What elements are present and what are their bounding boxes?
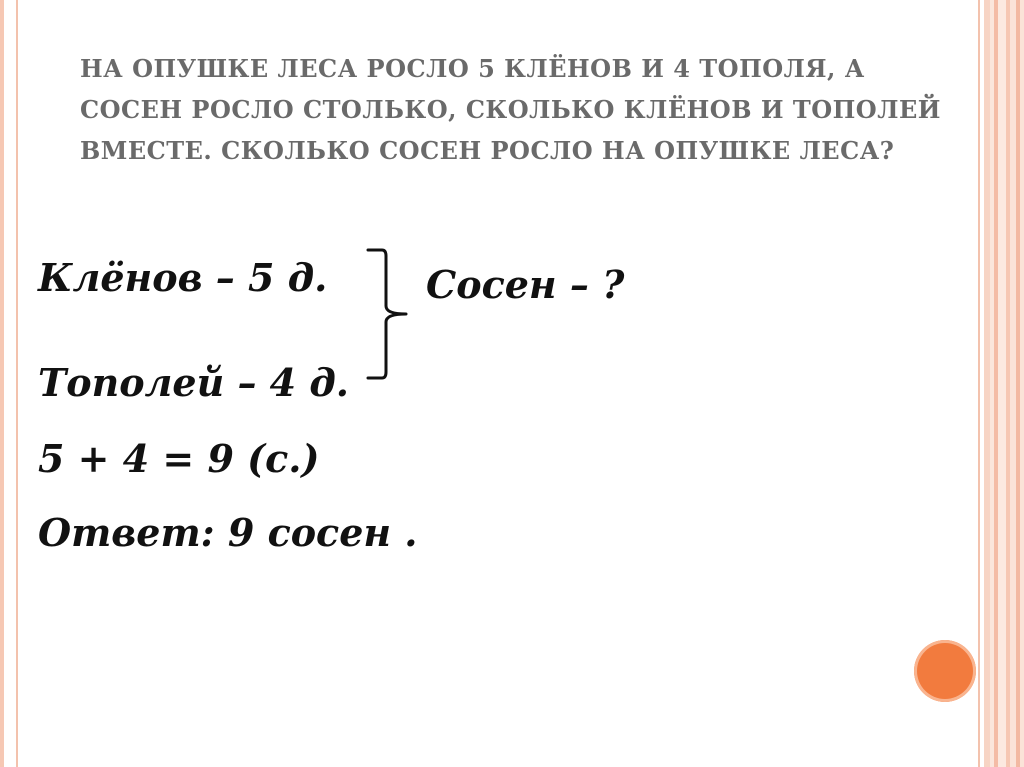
answer-line: Ответ: 9 сосен . bbox=[38, 510, 418, 555]
poplars-line: Тополей – 4 д. bbox=[38, 360, 349, 405]
solution-expression: 5 + 4 = 9 (с.) bbox=[38, 436, 320, 481]
right-stripes-decoration bbox=[984, 0, 1024, 767]
right-curly-brace-icon bbox=[362, 244, 414, 384]
maples-line: Клёнов – 5 д. bbox=[38, 255, 328, 300]
orange-circle-icon bbox=[914, 640, 976, 702]
left-border-decoration bbox=[0, 0, 4, 767]
pines-line: Сосен – ? bbox=[426, 262, 625, 307]
slide-title: НА ОПУШКЕ ЛЕСА РОСЛО 5 КЛЁНОВ И 4 ТОПОЛЯ, А СОСЕН РОСЛО СТОЛЬКО, СКОЛЬКО КЛЁНОВ И ТОПОЛЕЙ ВМЕСТЕ. СКОЛЬКО СОСЕН РОСЛО НА ОПУШКЕ ЛЕСА? bbox=[80, 54, 941, 165]
